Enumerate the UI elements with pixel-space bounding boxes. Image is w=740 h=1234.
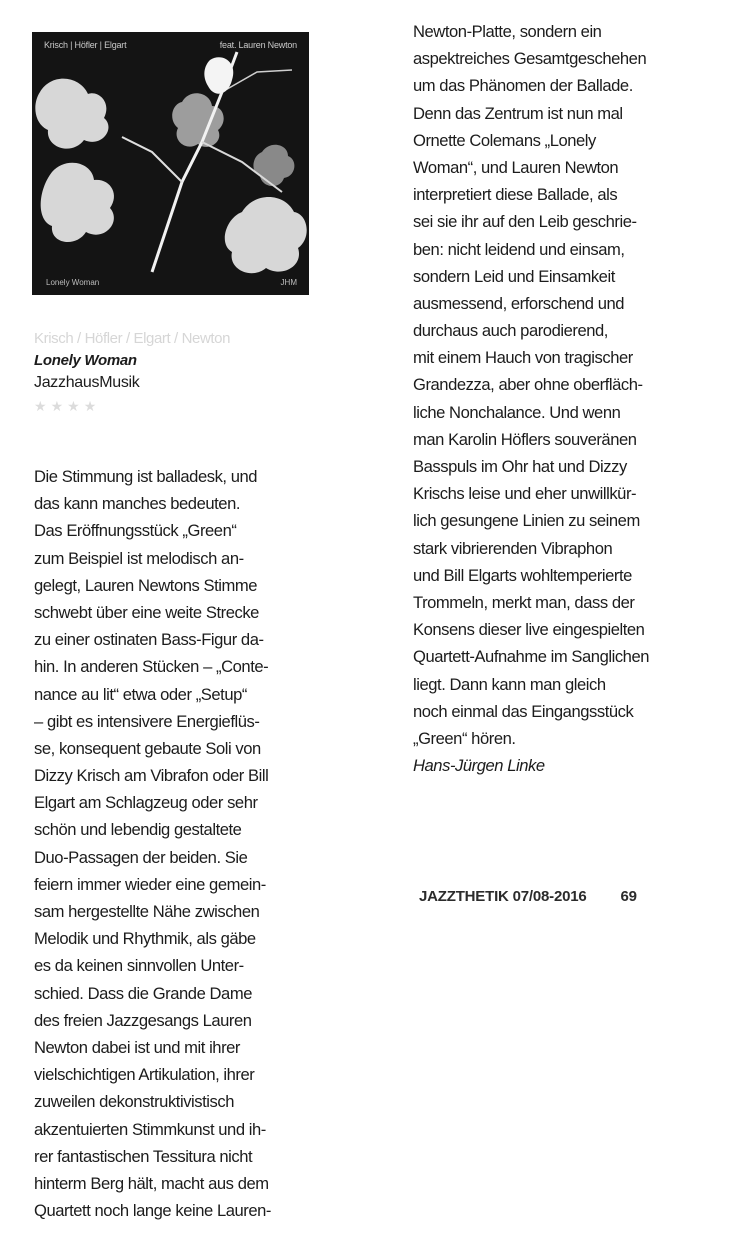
text-line: Konsens dieser live eingespielten: [413, 620, 645, 640]
text-line: aspektreiches Gesamtgeschehen: [413, 49, 647, 69]
text-line: zum Beispiel ist melodisch an-: [34, 548, 244, 568]
text-line: um das Phänomen der Ballade.: [413, 76, 633, 96]
text-line: Woman“, und Lauren Newton: [413, 157, 619, 177]
text-line: stark vibrierenden Vibraphon: [413, 538, 613, 558]
review-column-right: [413, 18, 723, 779]
cover-artwork: [32, 32, 309, 295]
text-line: Dizzy Krisch am Vibrafon oder Bill: [34, 766, 269, 786]
text-line: feiern immer wieder eine gemein-: [34, 874, 266, 894]
text-line: noch einmal das Eingangsstück: [413, 701, 634, 721]
text-line: zuweilen dekonstruktivistisch: [34, 1092, 234, 1112]
text-line: se, konsequent gebaute Soli von: [34, 738, 261, 758]
text-line: Denn das Zentrum ist nun mal: [413, 103, 623, 123]
text-line: das kann manches bedeuten.: [34, 494, 241, 514]
text-line: ben: nicht leidend und einsam,: [413, 239, 625, 259]
text-line: schwebt über eine weite Strecke: [34, 602, 259, 622]
cover-title: Lonely Woman: [46, 277, 100, 287]
star-icon: ★: [83, 398, 97, 414]
text-line: Trommeln, merkt man, dass der: [413, 592, 635, 612]
page-number: 69: [620, 888, 637, 905]
star-icon: ★: [34, 398, 47, 414]
album-cover: [32, 32, 309, 295]
page-footer: [419, 888, 719, 905]
text-line: vielschichtigen Artikulation, ihrer: [34, 1065, 255, 1085]
text-line: ausmessend, erforschend und: [413, 293, 625, 313]
text-line: Duo-Passagen der beiden. Sie: [34, 847, 248, 867]
album-meta: [34, 328, 324, 414]
text-line: Die Stimmung ist balladesk, und: [34, 467, 258, 486]
rating-stars: [34, 398, 324, 414]
text-line: und Bill Elgarts wohltemperierte: [413, 565, 632, 585]
cover-footer: [46, 275, 297, 289]
text-line: Quartett noch lange keine Lauren-: [34, 1201, 271, 1221]
text-line: „Green“ hören.: [413, 728, 516, 748]
text-line: hin. In anderen Stücken – „Conte-: [34, 657, 269, 677]
text-line: des freien Jazzgesangs Lauren: [34, 1010, 252, 1030]
cover-artists: Krisch | Höfler | Elgart: [44, 40, 127, 50]
text-line: es da keinen sinnvollen Unter-: [34, 956, 244, 976]
text-line: schön und lebendig gestaltete: [34, 820, 242, 840]
text-line: Newton-Platte, sondern ein: [413, 22, 602, 41]
cover-label-mark: JHM: [280, 277, 297, 287]
text-line: Quartett-Aufnahme im Sanglichen: [413, 647, 650, 667]
text-line: Elgart am Schlagzeug oder sehr: [34, 793, 258, 813]
text-line: interpretiert diese Ballade, als: [413, 185, 618, 205]
text-line: lich gesungene Linien zu seinem: [413, 511, 640, 531]
text-line: Das Eröffnungsstück „Green“: [34, 521, 237, 541]
cover-featuring: feat. Lauren Newton: [219, 40, 297, 50]
text-line: Newton dabei ist und mit ihrer: [34, 1037, 241, 1057]
cover-header: [44, 36, 297, 54]
text-line: rer fantastischen Tessitura nicht: [34, 1146, 253, 1166]
text-line: man Karolin Höflers souveränen: [413, 429, 637, 449]
album-title: Lonely Woman: [34, 352, 137, 369]
text-line: nance au lit“ etwa oder „Setup“: [34, 684, 247, 704]
record-label: JazzhausMusik: [34, 374, 140, 391]
star-icon: ★: [67, 398, 80, 414]
text-line: Ornette Colemans „Lonely: [413, 130, 596, 150]
text-line: gelegt, Lauren Newtons Stimme: [34, 575, 258, 595]
text-line: Basspuls im Ohr hat und Dizzy: [413, 457, 627, 476]
text-line: zu einer ostinaten Bass-Figur da-: [34, 630, 264, 650]
star-icon: ★: [50, 398, 64, 414]
artist-names: Krisch / Höfler / Elgart / Newton: [34, 330, 231, 347]
text-line: – gibt es intensivere Energieflüs-: [34, 711, 260, 731]
text-line: sei sie ihr auf den Leib geschrie-: [413, 212, 637, 232]
text-line: Melodik und Rhythmik, als gäbe: [34, 929, 256, 949]
text-line: Grandezza, aber ohne oberfläch-: [413, 375, 643, 395]
text-line: durchaus auch parodierend,: [413, 321, 608, 341]
magazine-issue: JAZZTHETIK 07/08-2016: [419, 888, 587, 905]
text-line: hinterm Berg hält, macht aus dem: [34, 1173, 269, 1193]
text-line: liche Nonchalance. Und wenn: [413, 402, 621, 422]
text-line: liegt. Dann kann man gleich: [413, 674, 606, 694]
author-name: Hans-Jürgen Linke: [413, 756, 545, 776]
text-line: Krischs leise und eher unwillkür-: [413, 484, 637, 504]
review-column-left: [34, 463, 344, 1224]
text-line: sam hergestellte Nähe zwischen: [34, 902, 260, 921]
text-line: sondern Leid und Einsamkeit: [413, 266, 615, 286]
text-line: schied. Dass die Grande Dame: [34, 983, 252, 1003]
text-line: akzentuierten Stimmkunst und ih-: [34, 1119, 266, 1139]
text-line: mit einem Hauch von tragischer: [413, 348, 633, 368]
